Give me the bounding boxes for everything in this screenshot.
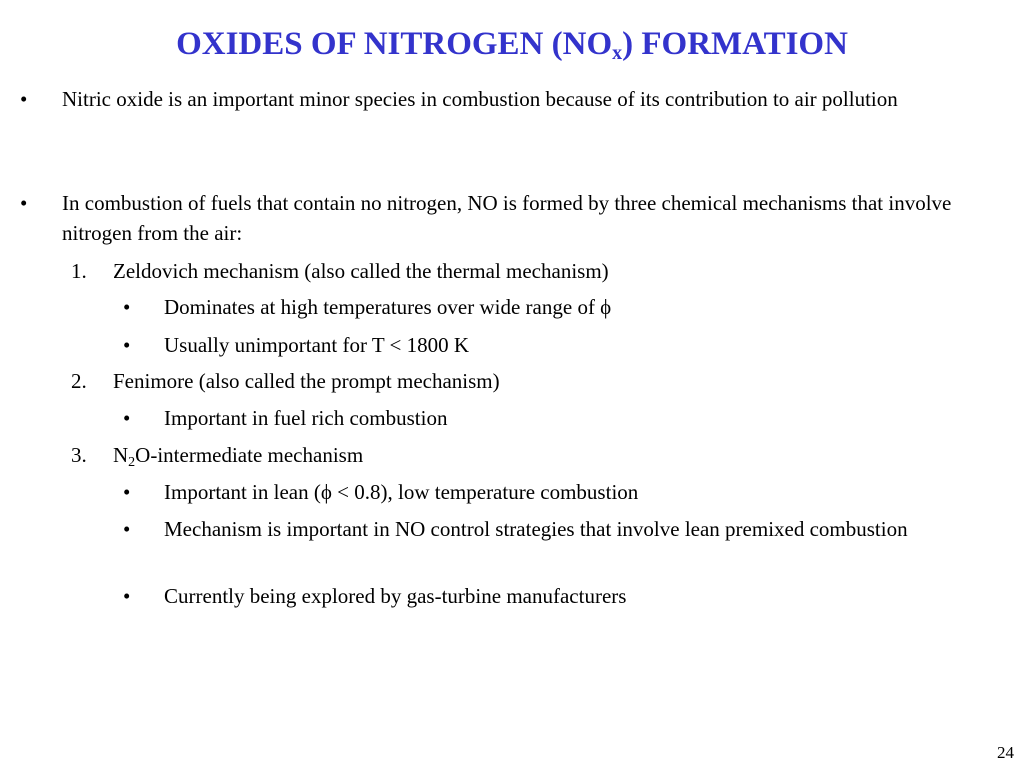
item-label-subscript: 2 bbox=[128, 455, 136, 470]
sub-bullet-text: Usually unimportant for T < 1800 K bbox=[164, 333, 470, 357]
item-number: 3. bbox=[71, 443, 87, 467]
sub-bullet-text: Dominates at high temperatures over wide range of ϕ bbox=[164, 295, 612, 319]
item-label: Zeldovich mechanism (also called the thermal mechanism) bbox=[113, 259, 609, 283]
slide-title bbox=[0, 24, 1024, 64]
bullet-marker: • bbox=[20, 191, 28, 215]
title-subscript: x bbox=[612, 42, 623, 64]
page-number: 24 bbox=[997, 743, 1014, 762]
bullet-marker: • bbox=[20, 87, 28, 111]
item-label-prefix: N bbox=[113, 443, 129, 467]
title-prefix: OXIDES OF NITROGEN (NO bbox=[176, 26, 613, 62]
bullet-marker: • bbox=[123, 406, 131, 430]
bullet-marker: • bbox=[123, 333, 131, 357]
item-label-suffix: O-intermediate mechanism bbox=[135, 443, 364, 467]
sub-bullet-text: Currently being explored by gas-turbine manufacturers bbox=[164, 584, 627, 608]
item-label: Fenimore (also called the prompt mechanism) bbox=[113, 369, 500, 393]
sub-bullet-text: Important in lean (ϕ < 0.8), low temperature combustion bbox=[164, 480, 639, 504]
bullet-text: Nitric oxide is an important minor species in combustion because of its contribution to air pollution bbox=[62, 87, 898, 111]
title-suffix: ) FORMATION bbox=[622, 26, 848, 62]
item-number: 1. bbox=[71, 259, 87, 283]
bullet-marker: • bbox=[123, 584, 131, 608]
item-label bbox=[113, 440, 363, 470]
bullet-text: In combustion of fuels that contain no nitrogen, NO is formed by three chemical mechanisms that involve nitrogen from the air: bbox=[62, 191, 952, 245]
sub-bullet-text: Important in fuel rich combustion bbox=[164, 406, 448, 430]
item-number: 2. bbox=[71, 369, 87, 393]
sub-bullet-text: Mechanism is important in NO control strategies that involve lean premixed combustion bbox=[164, 517, 908, 541]
bullet-marker: • bbox=[123, 480, 131, 504]
bullet-marker: • bbox=[123, 295, 131, 319]
bullet-marker: • bbox=[123, 517, 131, 541]
